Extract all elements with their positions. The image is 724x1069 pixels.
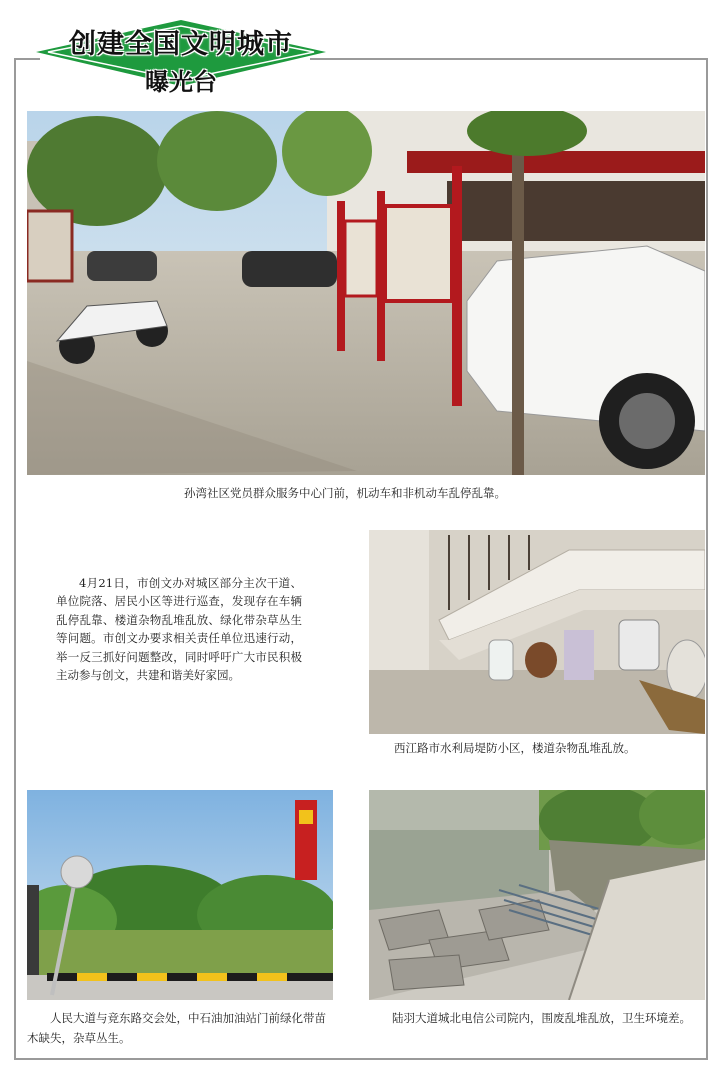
banner-title: 创建全国文明城市 [69, 29, 293, 60]
photo-debris [369, 790, 705, 1000]
photo-stairwell [369, 530, 705, 734]
banner-subtitle: 曝光台 [145, 67, 217, 96]
photo-stairwell-caption: 西江路市水利局堤防小区，楼道杂物乱堆乱放。 [394, 741, 636, 755]
photo-parking-caption: 孙湾社区党员群众服务中心门前，机动车和非机动车乱停乱靠。 [184, 486, 506, 500]
article-body: 4月21日，市创文办对城区部分主次干道、单位院落、居民小区等进行巡查，发现存在车辆乱停乱靠、楼道杂物乱堆乱放、绿化带杂草丛生等问题。市创文办要求相关责任单位迅速行动，举一反三抓好问题整改，同时呼吁广大市民积极主动参与创文，共建和谐美好家园。 [56, 576, 302, 683]
photo-debris-caption: 陆羽大道城北电信公司院内，围废乱堆乱放，卫生环境差。 [392, 1011, 691, 1025]
exposure-banner [36, 10, 326, 94]
photo-greenbelt [27, 790, 333, 1000]
photo-greenbelt-caption: 人民大道与竞东路交会处，中石油加油站门前绿化带苗木缺失，杂草丛生。 [27, 1011, 326, 1045]
photo-parking [27, 111, 705, 475]
